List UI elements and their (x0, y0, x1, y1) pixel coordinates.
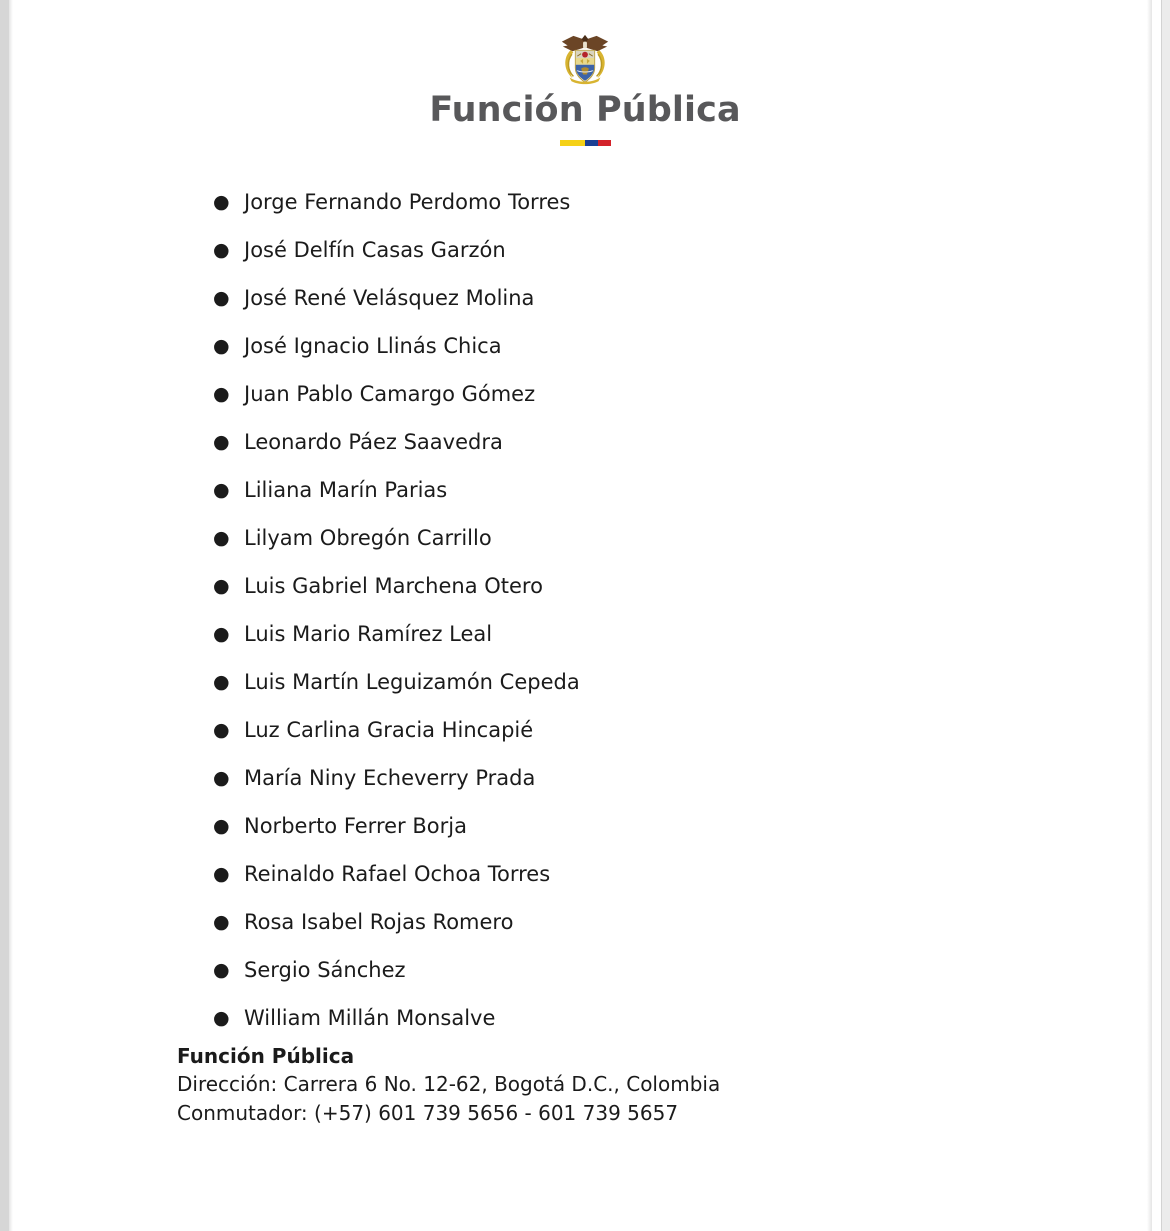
bullet-icon: ● (213, 910, 230, 933)
bullet-icon: ● (213, 718, 230, 741)
bullet-icon: ● (213, 622, 230, 645)
bullet-icon: ● (213, 766, 230, 789)
bullet-icon: ● (213, 238, 230, 261)
brand-title: Función Pública (429, 90, 741, 130)
footer-phone: Conmutador: (+57) 601 739 5656 - 601 739 5657 (177, 1101, 679, 1126)
colombia-flag-bar-icon (560, 140, 611, 146)
list-item (213, 274, 580, 322)
list-item-label: Luis Martín Leguizamón Cepeda (244, 669, 580, 694)
list-item-label: Rosa Isabel Rojas Romero (244, 909, 514, 934)
list-item (213, 610, 580, 658)
list-item-label: Luz Carlina Gracia Hincapié (244, 717, 534, 742)
vertical-scrollbar[interactable] (1161, 0, 1170, 1231)
list-item-label: William Millán Monsalve (244, 1005, 496, 1030)
list-item (213, 178, 580, 226)
list-item (213, 994, 580, 1042)
list-item (213, 418, 580, 466)
list-item-label: Luis Mario Ramírez Leal (244, 621, 493, 646)
list-item (213, 946, 580, 994)
bullet-icon: ● (213, 286, 230, 309)
list-item-label: José Delfín Casas Garzón (244, 237, 506, 262)
list-item (213, 514, 580, 562)
list-item-label: Norberto Ferrer Borja (244, 813, 467, 838)
bullet-icon: ● (213, 574, 230, 597)
bullet-icon: ● (213, 526, 230, 549)
list-item-label: Sergio Sánchez (244, 957, 406, 982)
bullet-icon: ● (213, 190, 230, 213)
footer (177, 1042, 720, 1128)
bullet-icon: ● (213, 1006, 230, 1029)
colombia-coat-of-arms-icon (556, 31, 614, 87)
bullet-icon: ● (213, 814, 230, 837)
list-item (213, 850, 580, 898)
list-item-label: María Niny Echeverry Prada (244, 765, 536, 790)
list-item (213, 706, 580, 754)
flag-stripe-red (598, 140, 611, 146)
list-item-label: Liliana Marín Parias (244, 477, 448, 502)
list-item (213, 898, 580, 946)
bullet-icon: ● (213, 478, 230, 501)
list-item-label: Reinaldo Rafael Ochoa Torres (244, 861, 551, 886)
name-list (213, 178, 580, 1042)
list-item-label: Luis Gabriel Marchena Otero (244, 573, 543, 598)
bullet-icon: ● (213, 862, 230, 885)
bullet-icon: ● (213, 958, 230, 981)
bullet-icon: ● (213, 430, 230, 453)
list-item-label: José Ignacio Llinás Chica (244, 333, 502, 358)
list-item-label: Jorge Fernando Perdomo Torres (244, 189, 571, 214)
bullet-icon: ● (213, 670, 230, 693)
list-item-label: Lilyam Obregón Carrillo (244, 525, 492, 550)
list-item-label: Leonardo Páez Saavedra (244, 429, 503, 454)
flag-stripe-blue (585, 140, 598, 146)
document-page (9, 0, 1161, 1231)
flag-stripe-yellow (560, 140, 586, 146)
list-item-label: José René Velásquez Molina (244, 285, 535, 310)
footer-address: Dirección: Carrera 6 No. 12-62, Bogotá D.C., Colombia (177, 1072, 721, 1097)
list-item (213, 802, 580, 850)
list-item (213, 226, 580, 274)
footer-organization: Función Pública (177, 1044, 355, 1068)
list-item-label: Juan Pablo Camargo Gómez (244, 381, 536, 406)
list-item (213, 658, 580, 706)
list-item (213, 370, 580, 418)
list-item (213, 322, 580, 370)
list-item (213, 562, 580, 610)
brand-header (9, 0, 1161, 146)
bullet-icon: ● (213, 382, 230, 405)
list-item (213, 466, 580, 514)
list-item (213, 754, 580, 802)
bullet-icon: ● (213, 334, 230, 357)
